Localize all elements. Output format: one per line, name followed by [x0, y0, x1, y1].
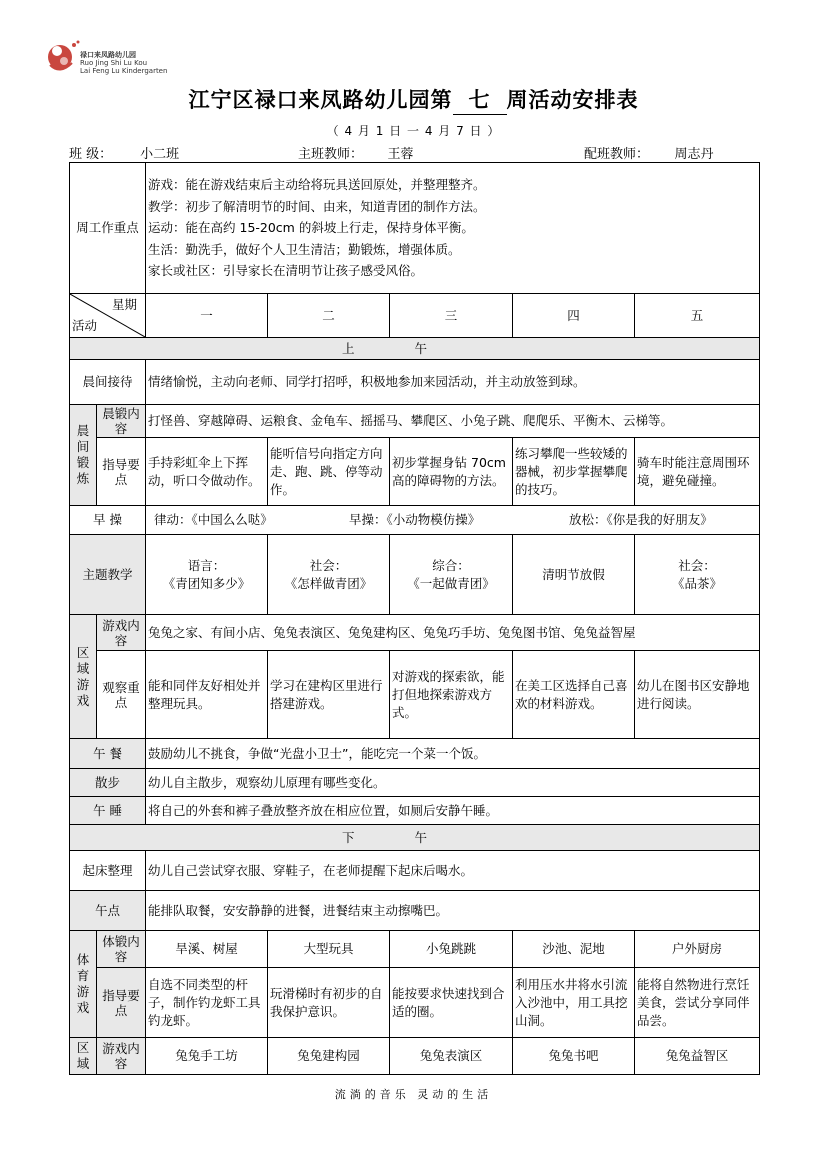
day-3: 三	[390, 294, 513, 338]
morning-ex-content: 律动：《中国么么哒》 早操：《小动物模仿操》 放松：《你是我的好朋友》	[146, 506, 760, 535]
walk-text: 幼儿自主散步，观察幼儿原理有哪些变化。	[146, 769, 760, 797]
nap-label: 午 睡	[70, 797, 146, 825]
area-obs-label: 观察重点	[97, 651, 146, 739]
area2-content-3: 兔兔表演区	[390, 1038, 513, 1075]
area2-label: 区域	[70, 1038, 97, 1075]
walk-label: 散步	[70, 769, 146, 797]
exercise-points-label: 指导要点	[97, 438, 146, 506]
date-range: （ 4 月 1 日 一 4 月 7 日 ）	[326, 124, 501, 138]
pe-content-5: 户外厨房	[635, 931, 760, 968]
logo-text: 禄口来凤路幼儿园 Ruo Jing Shi Lu Kou Lai Feng Lu Kindergarten	[80, 51, 168, 75]
area2-content-1: 兔兔手工坊	[146, 1038, 268, 1075]
theme-item-4: 清明节放假	[513, 535, 635, 615]
area-content-label: 游戏内容	[97, 615, 146, 651]
week-number: 七	[453, 84, 507, 115]
exercise-point-3: 初步掌握身钻 70cm 高的障碍物的方法。	[390, 438, 513, 506]
day-2: 二	[268, 294, 390, 338]
exercise-point-5: 骑车时能注意周围环境，避免碰撞。	[635, 438, 760, 506]
pe-point-1: 自选不同类型的杆子，制作钓龙虾工具钓龙虾。	[146, 968, 268, 1038]
pe-points-label: 指导要点	[97, 968, 146, 1038]
theme-item-3: 综合： 《一起做青团》	[390, 535, 513, 615]
exercise-content: 打怪兽、穿越障碍、运粮食、金龟车、摇摇马、攀爬区、小兔子跳、爬爬乐、平衡木、云梯等。	[146, 405, 760, 438]
area-obs-1: 能和同伴友好相处并整理玩具。	[146, 651, 268, 739]
assist-teacher-info: 配班教师： 周志丹	[584, 143, 739, 163]
afternoon-header: 下午	[70, 825, 760, 851]
day-4: 四	[513, 294, 635, 338]
exercise-point-4: 练习攀爬一些较矮的器械，初步掌握攀爬的技巧。	[513, 438, 635, 506]
lunch-label: 午 餐	[70, 739, 146, 769]
area2-content-5: 兔兔益智区	[635, 1038, 760, 1075]
area-obs-4: 在美工区选择自己喜欢的材料游戏。	[513, 651, 635, 739]
morning-ex-label: 早 操	[70, 506, 146, 535]
page-title: 江宁区禄口来凤路幼儿园第 七 周活动安排表	[0, 84, 827, 115]
area2-content-label: 游戏内容	[97, 1038, 146, 1075]
exercise-point-2: 能听信号向指定方向走、跑、跳、停等动作。	[268, 438, 390, 506]
day-5: 五	[635, 294, 760, 338]
morning-header: 上午	[70, 338, 760, 360]
area-obs-3: 对游戏的探索欲，能打但地探索游戏方式。	[390, 651, 513, 739]
pe-content-1: 旱溪、树屋	[146, 931, 268, 968]
pe-point-3: 能按要求快速找到合适的圈。	[390, 968, 513, 1038]
pe-point-4: 利用压水井将水引流入沙池中，用工具挖山洞。	[513, 968, 635, 1038]
theme-label: 主题教学	[70, 535, 146, 615]
exercise-point-1: 手持彩虹伞上下挥动，听口令做动作。	[146, 438, 268, 506]
pe-content-3: 小兔跳跳	[390, 931, 513, 968]
lunch-text: 鼓励幼儿不挑食，争做“光盘小卫士”，能吃完一个菜一个饭。	[146, 739, 760, 769]
area-content: 兔兔之家、有间小店、兔兔表演区、兔兔建构区、兔兔巧手坊、兔兔图书馆、兔兔益智屋	[146, 615, 760, 651]
snack-label: 午点	[70, 891, 146, 931]
nap-text: 将自己的外套和裤子叠放整齐放在相应位置，如厕后安静午睡。	[146, 797, 760, 825]
area-label: 区域游戏	[70, 615, 97, 739]
day-1: 一	[146, 294, 268, 338]
head-teacher-info: 主班教师： 王蓉	[298, 143, 438, 163]
area-obs-5: 幼儿在图书区安静地进行阅读。	[635, 651, 760, 739]
pe-content-4: 沙池、泥地	[513, 931, 635, 968]
reception-label: 晨间接待	[70, 360, 146, 405]
class-info: 班 级： 小二班	[69, 143, 207, 163]
area2-content-2: 兔兔建构园	[268, 1038, 390, 1075]
focus-content: 游戏：能在游戏结束后主动给将玩具送回原处，并整理整齐。 教学：初步了解清明节的时间、由来，知道青团的制作方法。 运动：能在高约 15-20cm 的斜坡上行走，保持身体平衡。 生活：勤洗手，做好个人卫生清洁；勤锻炼，增强体质。 家长或社区：引导家长在清明节让孩子感受风俗。	[146, 163, 760, 294]
reception-text: 情绪愉悦，主动向老师、同学打招呼，积极地参加来园活动，并主动放签到球。	[146, 360, 760, 405]
wakeup-text: 幼儿自己尝试穿衣服、穿鞋子，在老师提醒下起床后喝水。	[146, 851, 760, 891]
pe-label: 体育游戏	[70, 931, 97, 1038]
weekday-corner: 星期 活动	[70, 294, 146, 338]
wakeup-label: 起床整理	[70, 851, 146, 891]
exercise-content-label: 晨锻内容	[97, 405, 146, 438]
focus-label: 周工作重点	[70, 163, 146, 294]
pe-point-2: 玩滑梯时有初步的自我保护意识。	[268, 968, 390, 1038]
schedule-table	[69, 162, 760, 1075]
theme-item-1: 语言： 《青团知多少》	[146, 535, 268, 615]
pe-point-5: 能将自然物进行烹饪美食，尝试分享同伴品尝。	[635, 968, 760, 1038]
snack-text: 能排队取餐，安安静静的进餐，进餐结束主动擦嘴巴。	[146, 891, 760, 931]
footer-slogan: 流淌的音乐 灵动的生活	[334, 1088, 493, 1101]
pe-content-label: 体锻内容	[97, 931, 146, 968]
area2-content-4: 兔兔书吧	[513, 1038, 635, 1075]
pe-content-2: 大型玩具	[268, 931, 390, 968]
theme-item-2: 社会： 《怎样做青团》	[268, 535, 390, 615]
area-obs-2: 学习在建构区里进行搭建游戏。	[268, 651, 390, 739]
theme-item-5: 社会： 《品茶》	[635, 535, 760, 615]
exercise-label: 晨间锻炼	[70, 405, 97, 506]
